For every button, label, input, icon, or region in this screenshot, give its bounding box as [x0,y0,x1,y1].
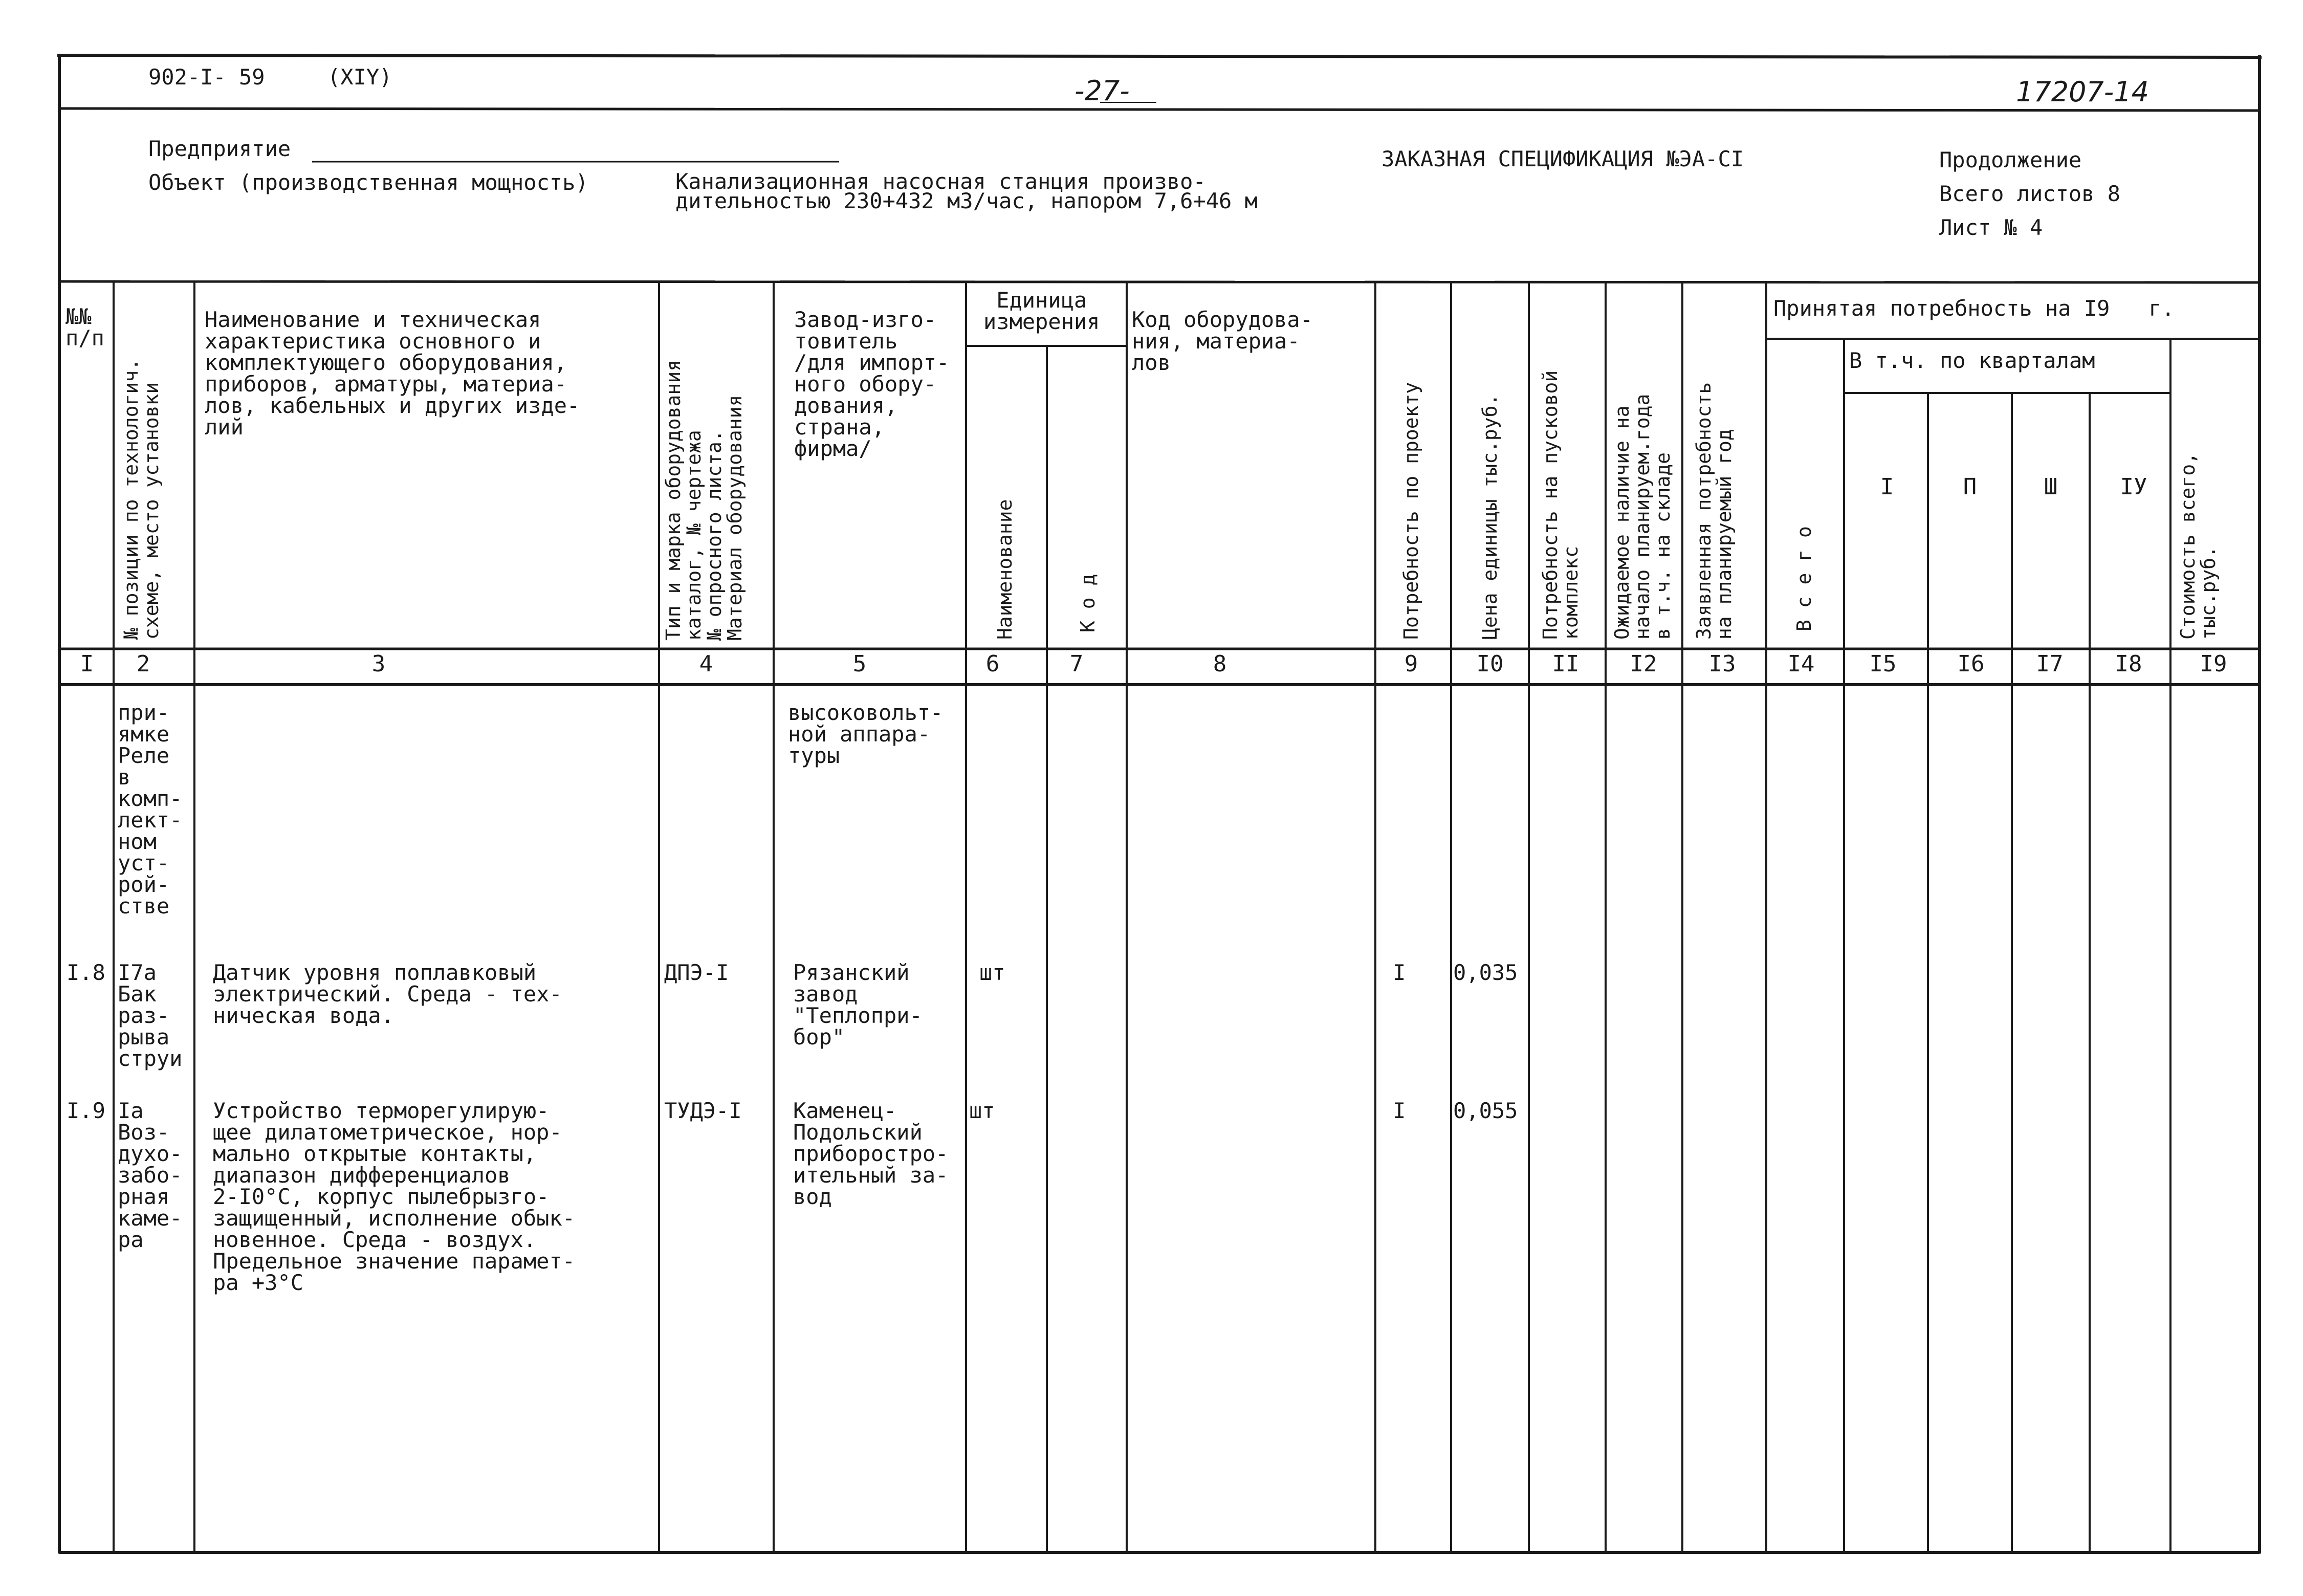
continuation-label: Продолжение [1939,147,2082,172]
column-number: 9 [1404,651,1418,677]
col-header-no: №№ п/п [65,304,104,351]
row-type: ТУДЭ-I [664,1098,742,1123]
col-header-unit-price: Цена единицы тыс.руб. [1479,393,1501,640]
volume-label: (XIY) [327,64,392,90]
col-header-unit-group: Единица измерения [983,288,1100,334]
object-label: Объект (производственная мощность) [148,170,588,195]
page-number: -27- [1074,75,1130,107]
col-header-total-cost: Стоимость всего, тыс.руб. [2177,452,2220,640]
header-top-line [59,108,2260,111]
col-header-q3: Ш [2044,474,2058,500]
total-sheets: Всего листов 8 [1939,181,2121,206]
row-position: I7а Бак раз- рыва струи [118,960,183,1071]
sheet-number: Лист № 4 [1939,215,2043,240]
column-number: 2 [136,651,150,677]
row-quantity: I [1393,1098,1406,1123]
row-maker: Каменец- Подольский приборостро- ительный за- вод [793,1098,949,1209]
column-number: I8 [2115,651,2142,677]
col-header-expected-stock: Ожидаемое наличие на начало планируем.года в т.ч. на складе [1611,393,1674,640]
spec-title: ЗАКАЗНАЯ СПЕЦИФИКАЦИЯ №ЭА-СI [1381,146,1744,171]
row-type: ДПЭ-I [664,960,729,985]
col-header-total: В с е г о [1793,526,1815,631]
row-unit: шт [979,960,1005,985]
column-number: 5 [852,651,867,677]
row-price: 0,055 [1453,1098,1518,1123]
column-number: I [80,651,94,677]
column-number: I5 [1869,651,1897,677]
column-number: I6 [1957,651,1985,677]
column-number: I7 [2036,651,2064,677]
row-position: Iа Воз- духо- забо- рная каме- ра [118,1098,183,1252]
col-header-quarter-group: В т.ч. по кварталам [1849,348,2095,373]
col-header-q2: П [1963,474,1977,500]
column-number: 7 [1069,651,1084,677]
frame-top-line [57,55,2262,57]
row-number: I.9 [67,1098,105,1123]
col-header-accepted-group: Принятая потребность на I9 г. [1773,296,2175,321]
row-maker: Рязанский завод "Теплопри- бор" [793,960,923,1050]
col-header-unit-name: Наименование [994,499,1016,640]
column-number: I0 [1476,651,1504,677]
col-header-position: № позиции по технологич. схеме, место установки [120,358,163,640]
col-header-type: Тип и марка оборудования каталог, № чертежа № опросного листа. Материал оборудования [662,359,746,641]
col-header-declared-need: Заявленная потребность на планируемый год [1693,382,1736,640]
col-header-launch-need: Потребность на пусковой комплекс [1539,370,1582,640]
column-number: 4 [699,651,713,677]
column-number: 8 [1213,651,1227,677]
row-position: при- ямке Реле в комп- лект- ном уст- рой- стве [118,700,183,919]
col-header-q4: IУ [2120,474,2147,500]
col-header-unit-code: К о д [1077,574,1099,632]
column-number: I2 [1630,651,1657,677]
object-value: Канализационная насосная станция произво- дительностью 230+432 м3/час, напором 7,6+46 м [675,169,1258,213]
table-top-line [59,281,2260,282]
row-number: I.8 [67,960,105,985]
col-header-equipment-code: Код оборудова- ния, материа- лов [1132,307,1313,375]
row-unit: шт [969,1098,995,1123]
col-header-name: Наименование и техническая характеристика основного и комплектующего оборудования, приборов, арматуры, материа- лов, кабельных и других изде- лий [205,307,580,440]
row-name: Датчик уровня поплавковый электрический. Среда - тех- ническая вода. [213,960,562,1028]
column-number: 6 [985,651,1000,677]
doc-code: 902-I- 59 [148,64,265,90]
column-number: II [1552,651,1580,677]
col-header-maker: Завод-изго- товитель /для импорт- ного обору- дования, страна, фирма/ [794,307,950,461]
column-number: 3 [371,651,386,677]
row-quantity: I [1393,960,1406,985]
col-header-q1: I [1880,474,1894,500]
row-maker: высоковольт- ной аппара- туры [788,700,944,768]
column-number: I4 [1787,651,1815,677]
row-price: 0,035 [1453,960,1518,985]
column-number: I3 [1708,651,1736,677]
column-number: I9 [2200,651,2227,677]
col-header-project-need: Потребность по проекту [1400,382,1422,640]
row-name: Устройство терморегулирую- щее дилатометрическое, нор- мально открытые контакты, диапазон дифференциалов 2-I0°С, корпус пылебрызго- защищенный, исполнение обык- новенное. Среда - воздух. Предельное значение парамет- ра +3°С [213,1098,576,1295]
enterprise-label: Предприятие [148,136,291,161]
archive-number: 17207-14 [2016,76,2149,108]
